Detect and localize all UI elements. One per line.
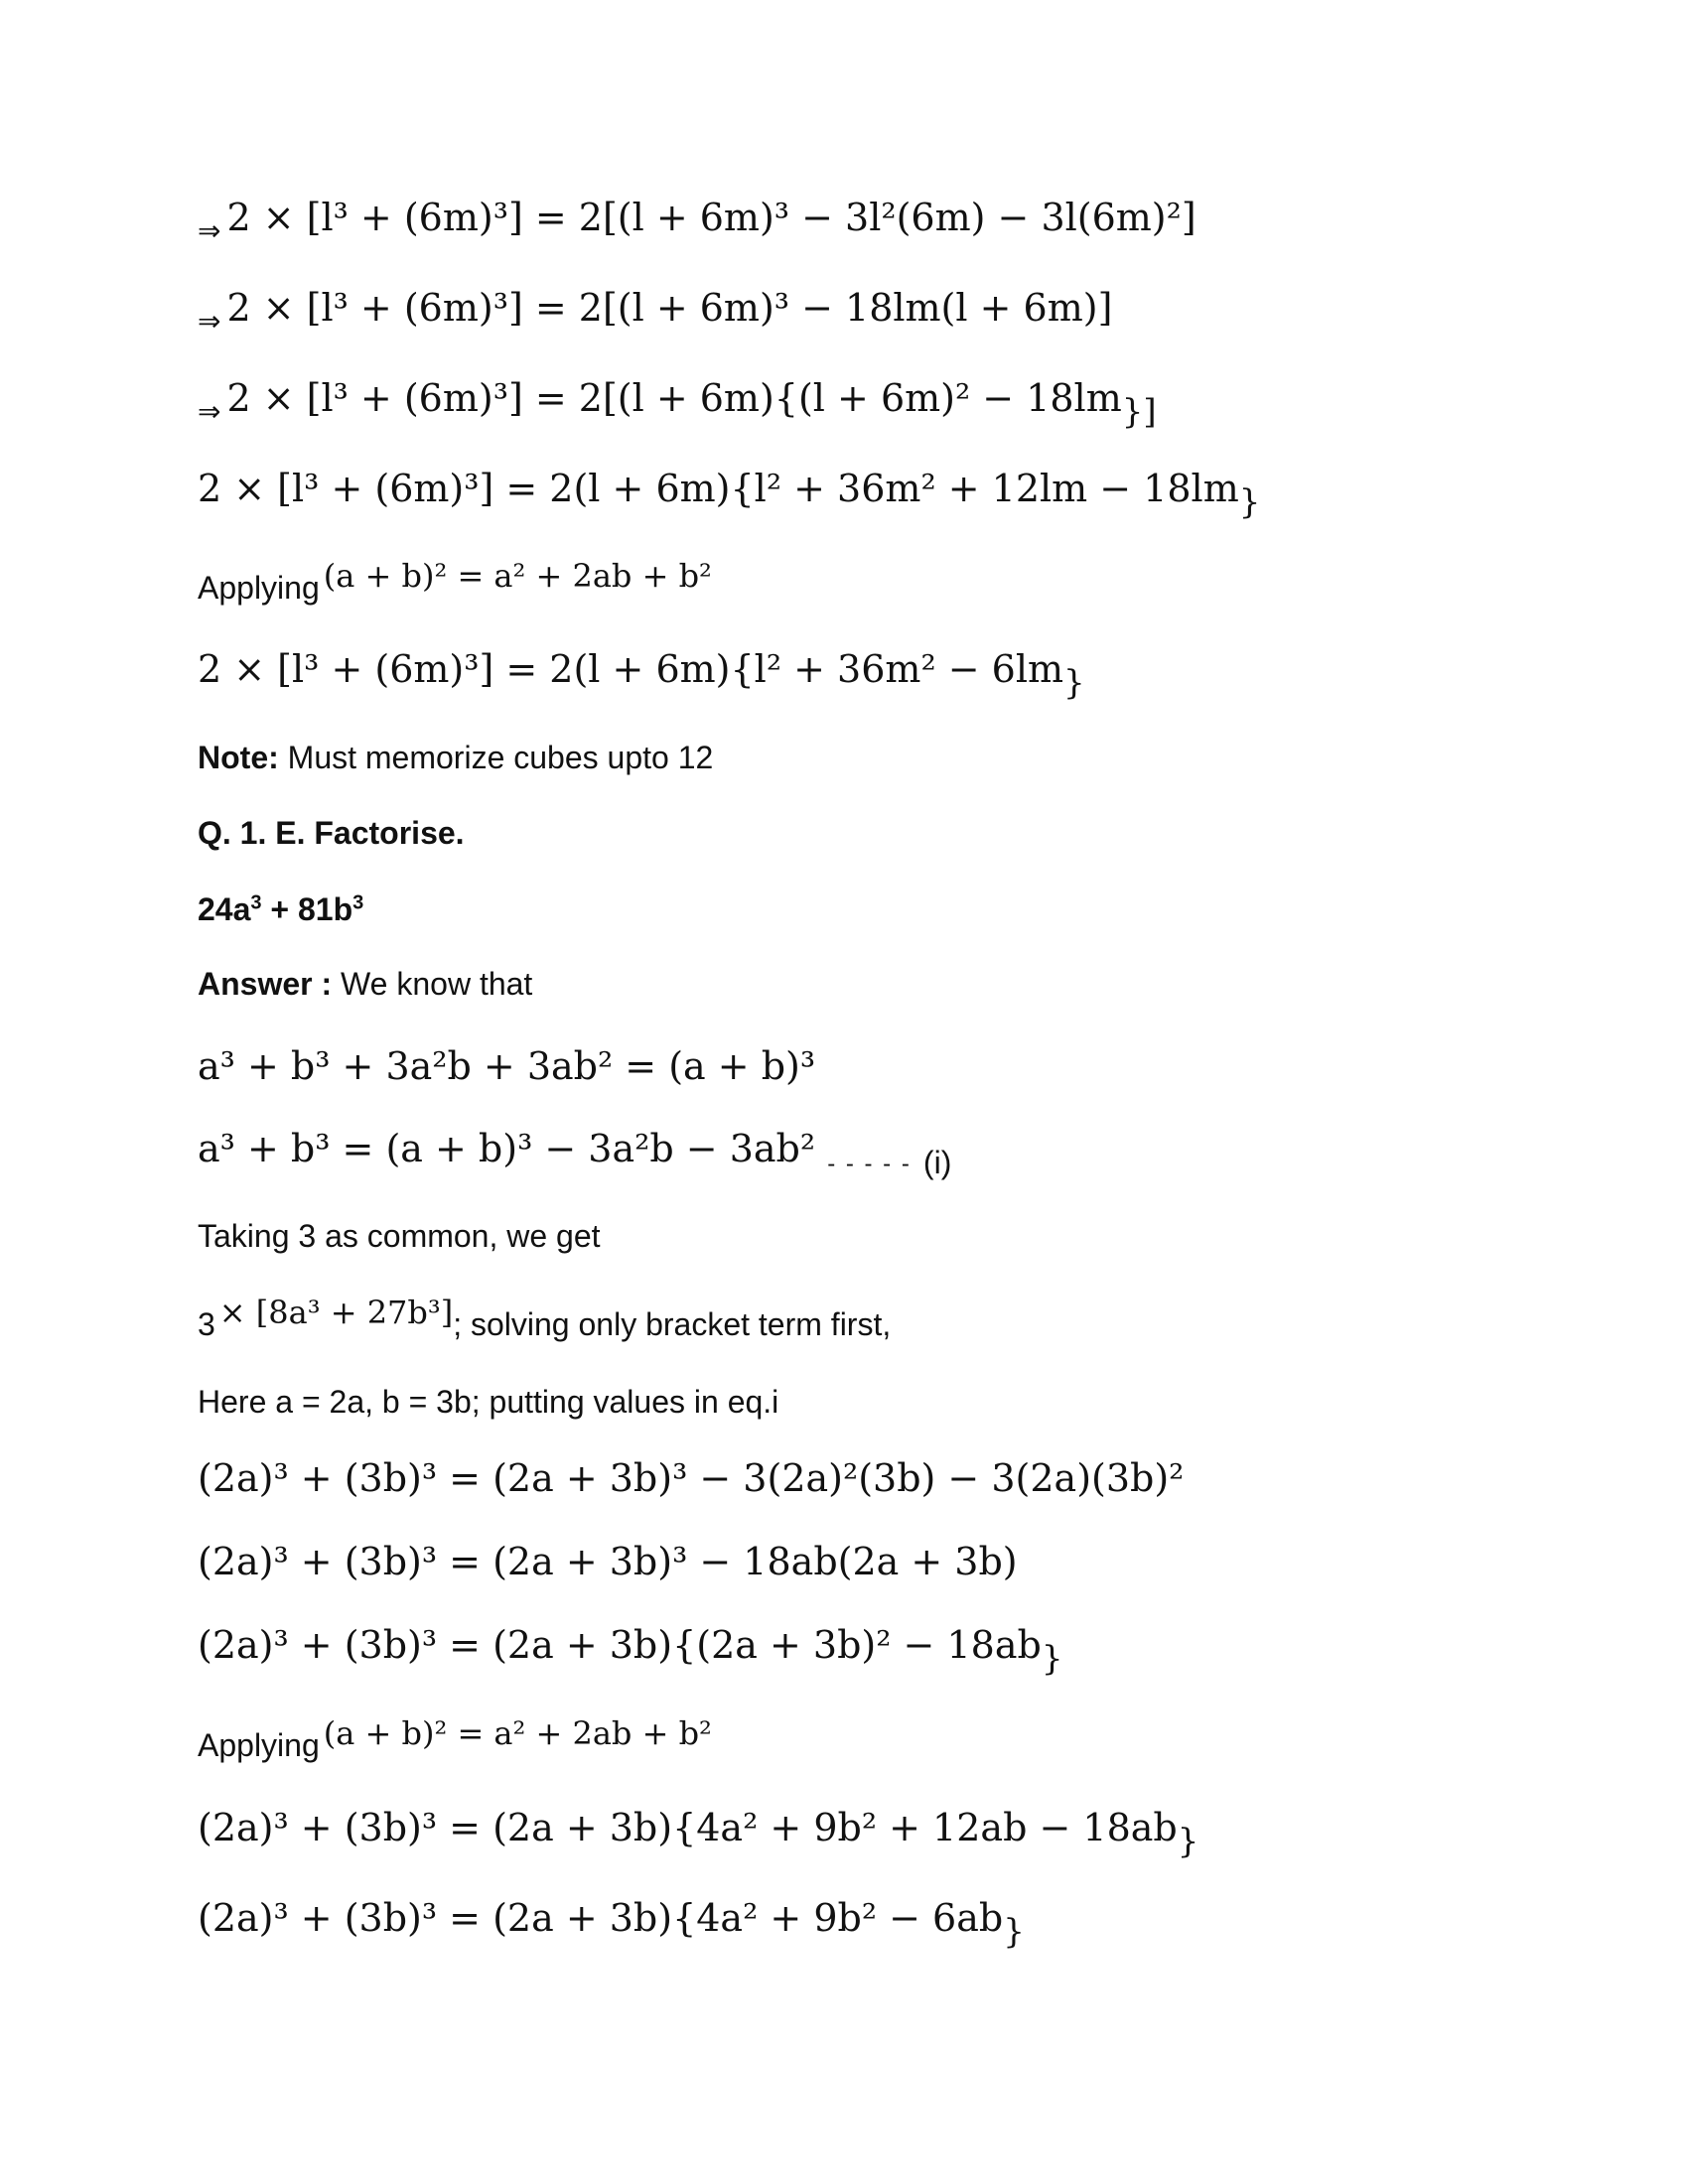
taking-common-text: Taking 3 as common, we get xyxy=(198,1218,601,1254)
equation-line-2 xyxy=(198,286,1113,338)
identity-expression: a³ + b³ + 3a²b + 3ab² = (a + b)³ xyxy=(198,1044,816,1088)
note-line xyxy=(198,742,713,773)
answer-text: We know that xyxy=(332,966,533,1002)
equation-bracket-tail: } xyxy=(1063,663,1085,703)
solution-step-3 xyxy=(198,1623,1063,1679)
equation-line-4 xyxy=(198,467,1261,522)
question-title: Q. 1. E. Factorise. xyxy=(198,815,465,851)
problem-term-1: 24a xyxy=(198,890,251,927)
substitution-line xyxy=(198,1386,778,1418)
identity-line-2 xyxy=(198,1127,952,1180)
equation-line-1 xyxy=(198,196,1196,247)
reference-dashes: - - - - - xyxy=(827,1151,912,1177)
applying-formula: (a + b)² = a² + 2ab + b² xyxy=(323,1714,712,1752)
equation-reference: (i) xyxy=(922,1145,952,1180)
solution-expression: (2a)³ + (3b)³ = (2a + 3b)³ − 3(2a)²(3b) − 3(2a)(3b)² xyxy=(198,1456,1185,1500)
equation-expression: 2 × [l³ + (6m)³] = 2[(l + 6m){(l + 6m)² − 18lm xyxy=(226,376,1122,420)
equation-bracket-tail: } xyxy=(1177,1822,1199,1861)
applying-line-2 xyxy=(198,1714,712,1763)
solution-expression: (2a)³ + (3b)³ = (2a + 3b)³ − 18ab(2a + 3b) xyxy=(198,1540,1018,1583)
problem-exponent-2: 3 xyxy=(352,891,364,913)
note-text: Must memorize cubes upto 12 xyxy=(278,740,714,775)
equation-bracket-tail: }] xyxy=(1121,392,1157,432)
solution-expression: (2a)³ + (3b)³ = (2a + 3b){4a² + 9b² − 6ab xyxy=(198,1896,1004,1940)
common-factor-line xyxy=(198,1294,892,1342)
answer-line xyxy=(198,968,532,1000)
common-factor-text: ; solving only bracket term first, xyxy=(453,1306,892,1342)
applying-formula: (a + b)² = a² + 2ab + b² xyxy=(323,557,712,595)
implies-arrow: ⇒ xyxy=(198,305,221,338)
applying-label: Applying xyxy=(198,570,320,606)
solution-expression: (2a)³ + (3b)³ = (2a + 3b){4a² + 9b² + 12ab − 18ab xyxy=(198,1806,1178,1849)
problem-exponent-1: 3 xyxy=(250,891,262,913)
equation-expression: 2 × [l³ + (6m)³] = 2[(l + 6m)³ − 3l²(6m) − 3l(6m)²] xyxy=(226,196,1196,239)
problem-term-2: + 81b xyxy=(261,890,353,927)
solution-step-4 xyxy=(198,1806,1199,1861)
taking-common-line xyxy=(198,1220,601,1252)
identity-line-1 xyxy=(198,1044,816,1088)
equation-bracket-tail: } xyxy=(1041,1639,1063,1679)
common-factor-expression: × [8a³ + 27b³] xyxy=(218,1294,454,1331)
note-label: Note: xyxy=(198,740,279,775)
implies-arrow: ⇒ xyxy=(198,395,221,428)
equation-expression: 2 × [l³ + (6m)³] = 2(l + 6m){l² + 36m² − 6lm xyxy=(198,647,1064,691)
solution-step-1 xyxy=(198,1456,1185,1500)
answer-label: Answer : xyxy=(198,966,333,1002)
solution-step-5 xyxy=(198,1896,1025,1952)
question-heading xyxy=(198,817,465,849)
applying-line-1 xyxy=(198,557,712,606)
identity-expression: a³ + b³ = (a + b)³ − 3a²b − 3ab² xyxy=(198,1127,816,1170)
equation-line-5 xyxy=(198,647,1085,703)
equation-expression: 2 × [l³ + (6m)³] = 2[(l + 6m)³ − 18lm(l + 6m)] xyxy=(226,286,1113,330)
problem-expression xyxy=(198,892,363,925)
equation-line-3 xyxy=(198,376,1157,432)
applying-label: Applying xyxy=(198,1727,320,1763)
implies-arrow: ⇒ xyxy=(198,214,221,247)
common-factor-prefix: 3 xyxy=(198,1306,215,1342)
equation-expression: 2 × [l³ + (6m)³] = 2(l + 6m){l² + 36m² + 12lm − 18lm xyxy=(198,467,1239,510)
substitution-text: Here a = 2a, b = 3b; putting values in eq.i xyxy=(198,1384,779,1420)
equation-bracket-tail: } xyxy=(1238,482,1261,522)
solution-step-2 xyxy=(198,1540,1018,1583)
equation-bracket-tail: } xyxy=(1003,1912,1025,1952)
solution-expression: (2a)³ + (3b)³ = (2a + 3b){(2a + 3b)² − 18ab xyxy=(198,1623,1042,1667)
